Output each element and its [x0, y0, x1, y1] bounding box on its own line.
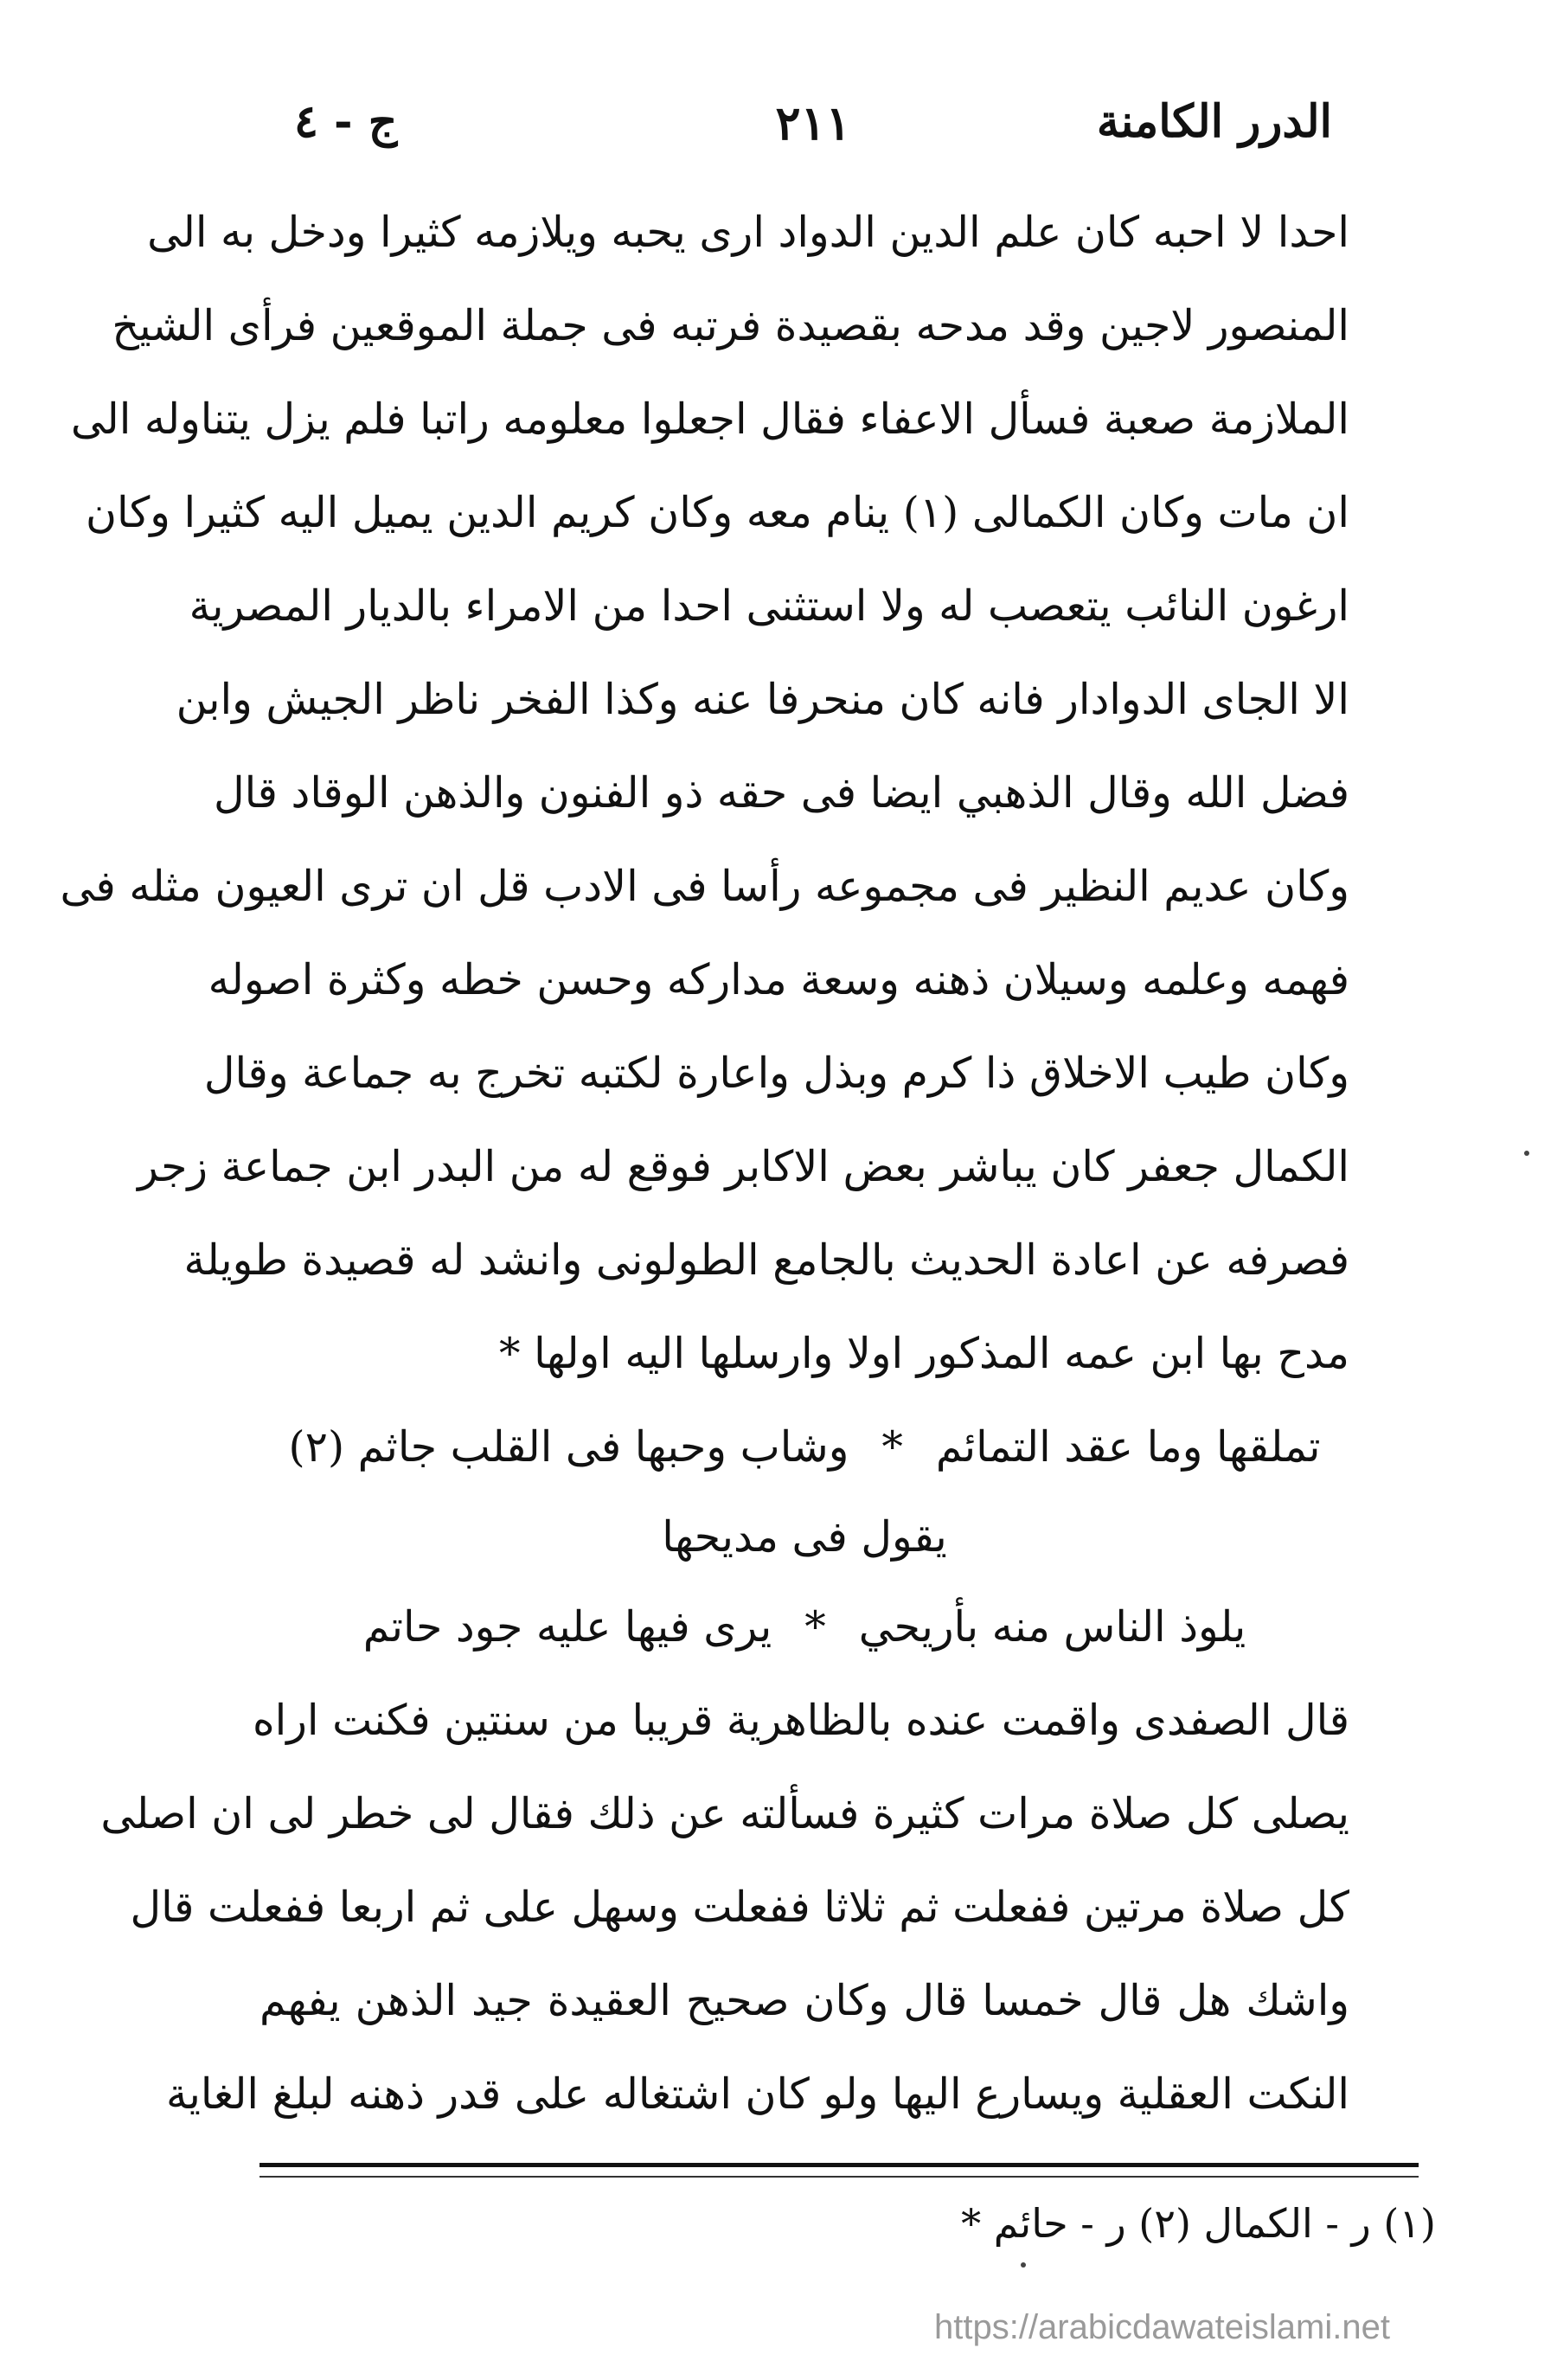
main-text — [60, 186, 1349, 2141]
text-line: احدا لا احبه كان علم الدين الدواد ارى يحبه ويلازمه كثيرا ودخل به الى — [147, 208, 1349, 257]
scan-speck — [1524, 1151, 1529, 1156]
text-line: فهمه وعلمه وسيلان ذهنه وسعة مداركه وحسن خطه وكثرة اصوله — [208, 955, 1349, 1004]
poem-verse — [260, 1581, 1349, 1674]
verse-separator: * — [804, 1602, 826, 1652]
text-line: فصرفه عن اعادة الحديث بالجامع الطولونى وانشد له قصيدة طويلة — [183, 1235, 1349, 1285]
footnote-divider — [260, 2163, 1419, 2167]
text-line: النكت العقلية ويسارع اليها ولو كان اشتغاله على قدر ذهنه لبلغ الغاية — [165, 2069, 1349, 2119]
volume-label: ج - ٤ — [294, 95, 398, 148]
text-line: ان مات وكان الكمالى (١) ينام معه وكان كريم الدين يميل اليه كثيرا وكان — [86, 488, 1349, 537]
text-line: الا الجاى الدوادار فانه كان منحرفا عنه وكذا الفخر ناظر الجيش وابن — [176, 675, 1349, 724]
page-number: ٢١١ — [775, 95, 851, 151]
footnote-divider-thin — [260, 2176, 1419, 2178]
text-line: فضل الله وقال الذهبي ايضا فى حقه ذو الفنون والذهن الوقاد قال — [214, 768, 1349, 818]
verse-first-hemistich: يلوذ الناس منه بأريحي — [858, 1602, 1246, 1652]
website-watermark: https://arabicdawateislami.net — [934, 2308, 1390, 2346]
text-line: الملازمة صعبة فسأل الاعفاء فقال اجعلوا معلومه راتبا فلم يزل يتناوله الى — [70, 395, 1349, 444]
text-line: الكمال جعفر كان يباشر بعض الاكابر فوقع له من البدر ابن جماعة زجر — [138, 1142, 1349, 1191]
text-line: ارغون النائب يتعصب له ولا استثنى احدا من الامراء بالديار المصرية — [189, 581, 1349, 631]
text-line: المنصور لاجين وقد مدحه بقصيدة فرتبه فى جملة الموقعين فرأى الشيخ — [112, 301, 1349, 350]
text-line: كل صلاة مرتين ففعلت ثم ثلاثا ففعلت وسهل على ثم اربعا ففعلت قال — [130, 1883, 1349, 1932]
text-line: قال الصفدى واقمت عنده بالظاهرية قريبا من سنتين فكنت اراه — [252, 1696, 1349, 1745]
verse-second-hemistich: وشاب وحبها فى القلب جاثم (٢) — [288, 1422, 849, 1472]
page-header — [294, 95, 1332, 173]
footnotes: (١) ر - الكمال (٢) ر - حائم * — [961, 2200, 1436, 2247]
verse-second-hemistich: يرى فيها عليه جود حاتم — [362, 1602, 772, 1652]
verse-intro: يقول فى مديحها — [662, 1512, 947, 1562]
running-title: الدرر الكامنة — [1096, 95, 1332, 148]
text-line: وكان طيب الاخلاق ذا كرم وبذل واعارة لكتبه تخرج به جماعة وقال — [203, 1049, 1349, 1098]
text-line: يصلى كل صلاة مرات كثيرة فسألته عن ذلك فقال لى خطر لى ان اصلى — [100, 1789, 1349, 1838]
text-line: وكان عديم النظير فى مجموعه رأسا فى الادب قل ان ترى العيون مثله فى — [60, 862, 1349, 911]
verse-first-hemistich: تملقها وما عقد التمائم — [935, 1422, 1321, 1472]
poem-verse — [260, 1401, 1349, 1494]
text-line: واشك هل قال خمسا قال وكان صحيح العقيدة جيد الذهن يفهم — [260, 1976, 1349, 2025]
scan-speck — [1021, 2262, 1026, 2268]
text-line: مدح بها ابن عمه المذكور اولا وارسلها اليه اولها * — [499, 1329, 1349, 1378]
verse-separator: * — [881, 1422, 903, 1472]
